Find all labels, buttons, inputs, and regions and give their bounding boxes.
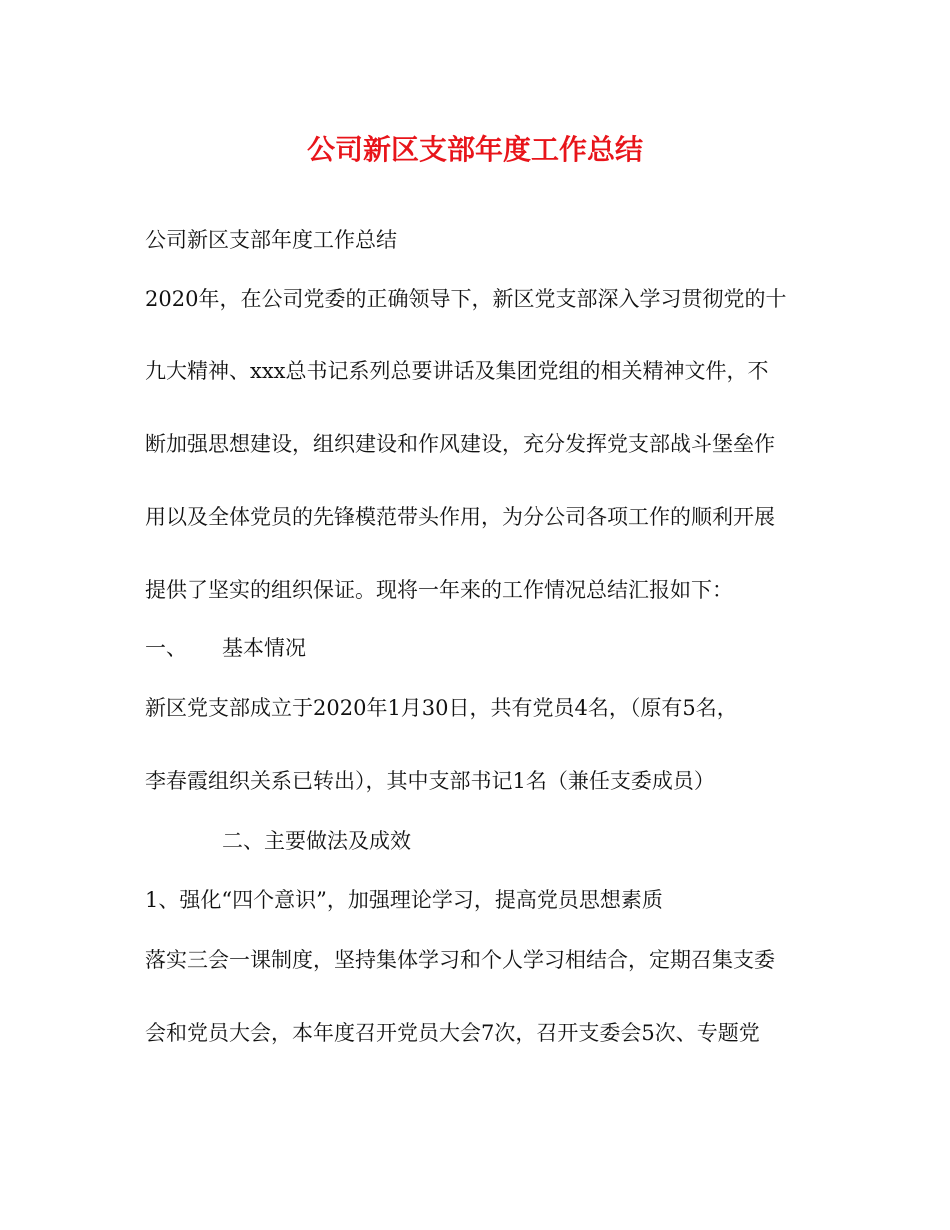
- paragraph-line: 会和党员大会，本年度召开党员大会7次，召开支委会5次、专题党: [145, 1021, 760, 1045]
- document-subtitle: 公司新区支部年度工作总结: [145, 228, 397, 252]
- paragraph-line: 用以及全体党员的先锋模范带头作用，为分公司各项工作的顺利开展: [145, 505, 775, 529]
- section-heading-methods: 二、主要做法及成效: [222, 829, 411, 853]
- section-title: 基本情况: [222, 636, 306, 660]
- paragraph-line: 李春霞组织关系已转出），其中支部书记1名（兼任支委成员）: [145, 769, 715, 793]
- section-heading-basic: [145, 634, 306, 662]
- paragraph-line: 落实三会一课制度，坚持集体学习和个人学习相结合，定期召集支委: [145, 948, 775, 972]
- paragraph-line: 断加强思想建设，组织建设和作风建设，充分发挥党支部战斗堡垒作: [145, 432, 775, 456]
- document-title: 公司新区支部年度工作总结: [306, 133, 643, 166]
- paragraph-line: 2020年，在公司党委的正确领导下，新区党支部深入学习贯彻党的十: [145, 287, 787, 311]
- paragraph-line: 新区党支部成立于2020年1月30日，共有党员4名，（原有5名，: [145, 696, 738, 720]
- paragraph-line: 提供了坚实的组织保证。现将一年来的工作情况总结汇报如下：: [145, 578, 733, 602]
- subsection-heading: 1、强化“四个意识”，加强理论学习，提高党员思想素质: [145, 888, 663, 912]
- section-number: 一、: [145, 636, 187, 660]
- paragraph-line: 九大精神、xxx总书记系列总要讲话及集团党组的相关精神文件，不: [145, 359, 769, 383]
